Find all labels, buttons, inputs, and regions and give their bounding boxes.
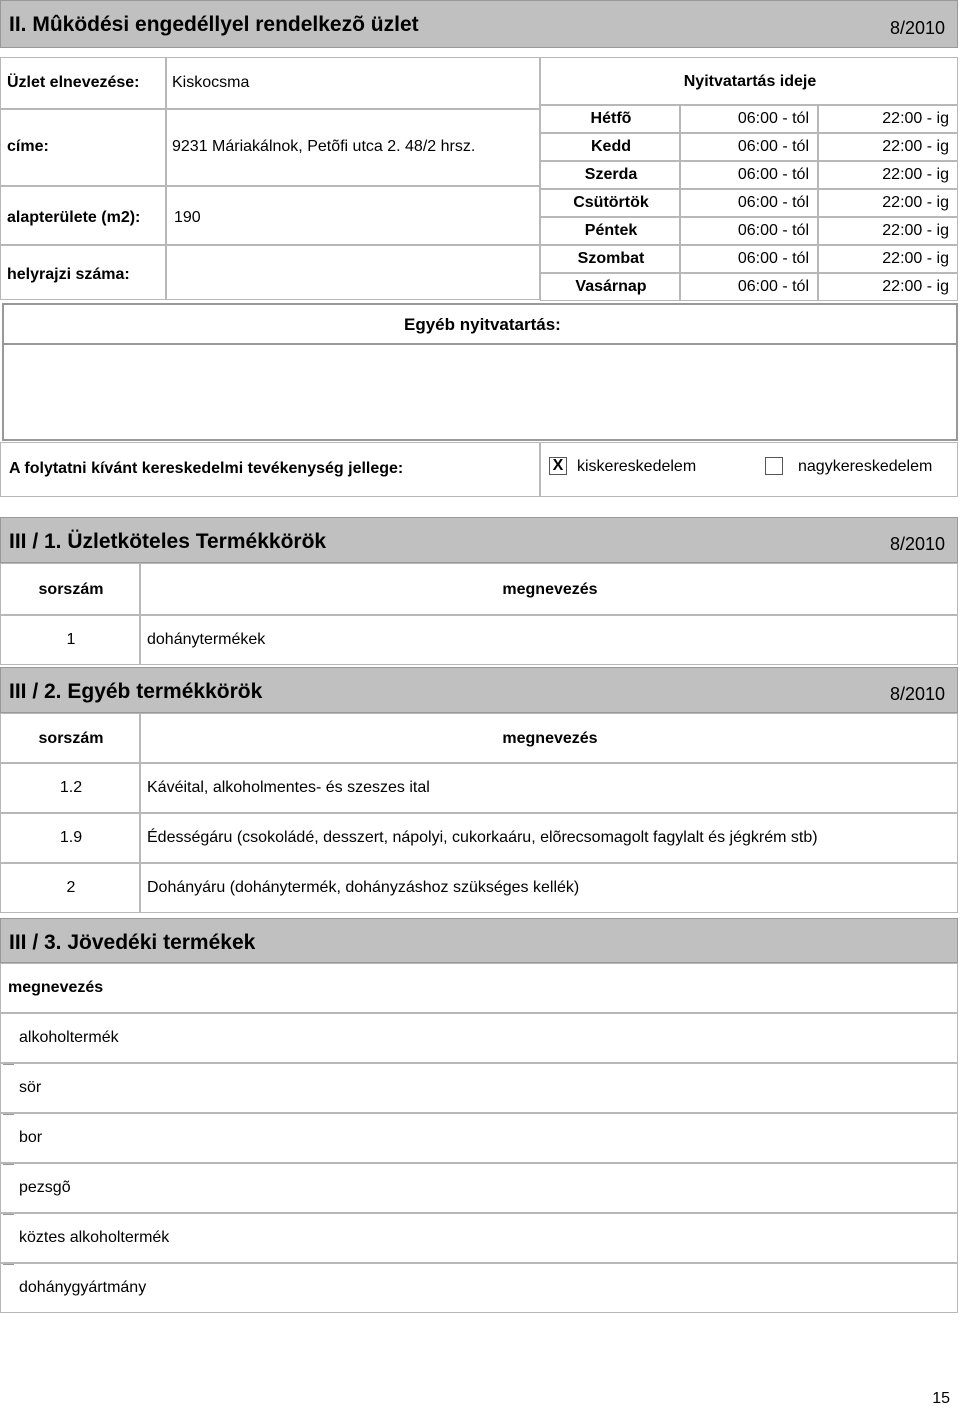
iii-3-col-name-label: megnevezés	[8, 979, 104, 996]
wholesale-label: nagykereskedelem	[798, 458, 933, 475]
hours-cell	[540, 273, 680, 301]
hours-to: 22:00 - ig	[882, 278, 949, 295]
iii-1-col-name	[140, 563, 958, 615]
section-iii-2-title: III / 2. Egyéb termékkörök	[9, 680, 263, 703]
table-row	[0, 813, 140, 863]
area-value-cell	[166, 186, 540, 245]
table-row	[140, 615, 958, 665]
activity-label-cell	[0, 442, 540, 497]
retail-checkbox[interactable]: X	[549, 457, 567, 475]
iii-1-col-name-label: megnevezés	[502, 581, 598, 598]
hours-cell	[680, 273, 818, 301]
activity-options-cell	[540, 442, 958, 497]
section-iii-1-code: 8/2010	[889, 534, 945, 554]
address-value: 9231 Máriakálnok, Petõfi utca 2. 48/2 hrsz.	[172, 138, 476, 155]
page-number: 15	[932, 1390, 950, 1407]
iii-2-col-name-label: megnevezés	[502, 730, 598, 747]
hours-to: 22:00 - ig	[882, 222, 949, 239]
area-label-cell	[0, 186, 166, 245]
hours-day: Szombat	[577, 250, 645, 267]
hours-cell	[680, 245, 818, 273]
hours-header-cell	[540, 57, 958, 105]
hours-day: Csütörtök	[573, 194, 649, 211]
table-row	[140, 813, 958, 863]
hours-cell	[540, 189, 680, 217]
hours-cell	[680, 189, 818, 217]
hours-cell	[818, 245, 958, 273]
hours-cell	[540, 105, 680, 133]
hours-to: 22:00 - ig	[882, 166, 949, 183]
hours-day: Szerda	[584, 166, 638, 183]
list-item	[0, 1113, 958, 1163]
section-iii-3-header	[0, 918, 958, 963]
list-item	[0, 1013, 958, 1063]
address-value-cell	[166, 109, 540, 186]
list-item	[0, 1213, 958, 1263]
iii-1-col-no-label: sorszám	[38, 581, 104, 598]
section-iii-2-code: 8/2010	[889, 684, 945, 704]
retail-label: kiskereskedelem	[577, 458, 697, 475]
section-iii-2-header	[0, 667, 958, 713]
hours-from: 06:00 - tól	[737, 250, 809, 267]
iii-3-col-name	[0, 963, 958, 1013]
hours-from: 06:00 - tól	[737, 278, 809, 295]
excise-item-label: sör	[19, 1079, 42, 1096]
iii-2-row-name: Dohányáru (dohánytermék, dohányzáshoz szükséges kellék)	[147, 879, 580, 896]
lot-value-cell	[166, 245, 540, 300]
item-tick	[3, 1264, 14, 1265]
other-hours-divider	[4, 343, 956, 345]
section-ii-code: 8/2010	[889, 18, 945, 38]
name-value: Kiskocsma	[172, 74, 250, 91]
wholesale-checkbox[interactable]	[765, 457, 783, 475]
iii-1-row-no: 1	[66, 631, 76, 648]
activity-label: A folytatni kívánt kereskedelmi tevékenység jellege:	[9, 460, 404, 477]
hours-cell	[540, 245, 680, 273]
item-tick	[3, 1114, 14, 1115]
table-row	[140, 763, 958, 813]
section-iii-3-title: III / 3. Jövedéki termékek	[9, 931, 256, 954]
hours-cell	[818, 133, 958, 161]
lot-label: helyrajzi száma:	[7, 266, 130, 283]
hours-to: 22:00 - ig	[882, 250, 949, 267]
lot-label-cell	[0, 245, 166, 300]
hours-from: 06:00 - tól	[737, 110, 809, 127]
hours-cell	[818, 217, 958, 245]
hours-day: Vasárnap	[575, 278, 647, 295]
hours-header: Nyitvatartás ideje	[683, 73, 817, 90]
iii-2-row-no: 2	[66, 879, 76, 896]
hours-cell	[818, 161, 958, 189]
iii-1-row-name: dohánytermékek	[147, 631, 266, 648]
hours-cell	[680, 161, 818, 189]
name-value-cell	[166, 57, 540, 109]
address-label: címe:	[7, 138, 49, 155]
hours-cell	[818, 273, 958, 301]
iii-2-col-name	[140, 713, 958, 763]
iii-2-row-name: Kávéital, alkoholmentes- és szeszes ital	[147, 779, 430, 796]
excise-item-label: bor	[19, 1129, 43, 1146]
hours-to: 22:00 - ig	[882, 110, 949, 127]
item-tick	[3, 1064, 14, 1065]
section-iii-1-header	[0, 517, 958, 563]
iii-1-col-no	[0, 563, 140, 615]
name-label-cell	[0, 57, 166, 109]
hours-from: 06:00 - tól	[737, 138, 809, 155]
hours-cell	[540, 161, 680, 189]
table-row	[140, 863, 958, 913]
table-row	[0, 863, 140, 913]
iii-2-row-no: 1.9	[59, 829, 83, 846]
item-tick	[3, 1214, 14, 1215]
hours-from: 06:00 - tól	[737, 194, 809, 211]
address-label-cell	[0, 109, 166, 186]
table-row	[0, 615, 140, 665]
hours-to: 22:00 - ig	[882, 138, 949, 155]
item-tick	[3, 1164, 14, 1165]
hours-cell	[818, 105, 958, 133]
area-label: alapterülete (m2):	[7, 209, 141, 226]
hours-cell	[680, 105, 818, 133]
hours-cell	[540, 133, 680, 161]
excise-item-label: pezsgõ	[19, 1179, 71, 1196]
list-item	[0, 1163, 958, 1213]
hours-to: 22:00 - ig	[882, 194, 949, 211]
hours-from: 06:00 - tól	[737, 222, 809, 239]
section-ii-title: II. Mûködési engedéllyel rendelkezõ üzlet	[9, 13, 419, 36]
hours-day: Péntek	[584, 222, 638, 239]
iii-2-col-no-label: sorszám	[38, 730, 104, 747]
other-hours-box	[2, 303, 958, 441]
other-hours-label: Egyéb nyitvatartás:	[404, 315, 561, 334]
list-item	[0, 1263, 958, 1313]
name-label: Üzlet elnevezése:	[7, 74, 140, 91]
hours-cell	[818, 189, 958, 217]
hours-day: Hétfõ	[590, 110, 632, 127]
iii-2-row-no: 1.2	[59, 779, 83, 796]
table-row	[0, 763, 140, 813]
excise-item-label: dohánygyártmány	[19, 1279, 147, 1296]
area-value: 190	[174, 209, 201, 226]
excise-item-label: köztes alkoholtermék	[19, 1229, 170, 1246]
hours-from: 06:00 - tól	[737, 166, 809, 183]
hours-cell	[540, 217, 680, 245]
excise-item-label: alkoholtermék	[19, 1029, 119, 1046]
hours-day: Kedd	[591, 138, 631, 155]
iii-2-col-no	[0, 713, 140, 763]
hours-cell	[680, 217, 818, 245]
hours-cell	[680, 133, 818, 161]
list-item	[0, 1063, 958, 1113]
section-iii-1-title: III / 1. Üzletköteles Termékkörök	[9, 530, 327, 553]
section-ii-header	[0, 0, 958, 48]
iii-2-row-name: Édességáru (csokoládé, desszert, nápolyi, cukorkaáru, elõrecsomagolt fagylalt és jégkrém stb)	[147, 829, 818, 846]
